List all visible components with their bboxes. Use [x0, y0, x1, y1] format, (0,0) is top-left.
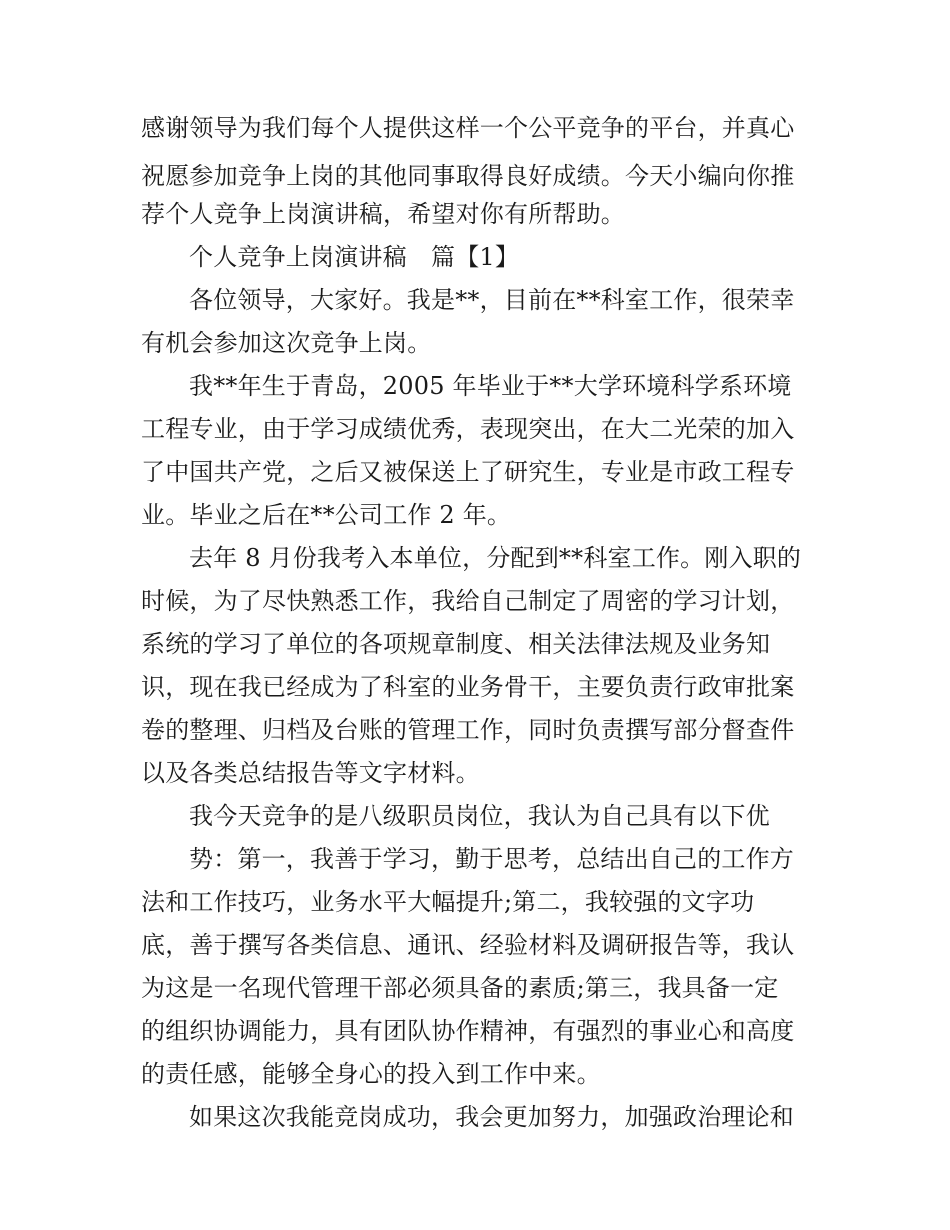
text-line: 祝愿参加竞争上岗的其他同事取得良好成绩。今天小编向你推: [141, 162, 795, 190]
text-line: 如果这次我能竞岗成功，我会更加努力，加强政治理论和: [189, 1103, 794, 1131]
text-line: 我今天竞争的是八级职员岗位，我认为自己具有以下优: [189, 802, 770, 830]
text-line: 的责任感，能够全身心的投入到工作中来。: [141, 1060, 601, 1088]
text-line: 系统的学习了单位的各项规章制度、相关法律法规及业务知: [141, 630, 771, 658]
text-line: 识，现在我已经成为了科室的业务骨干，主要负责行政审批案: [141, 673, 795, 701]
text-line: 以及各类总结报告等文字材料。: [141, 759, 480, 787]
text-line: 业。毕业之后在**公司工作 2 年。: [141, 501, 512, 529]
text-line: 了中国共产党，之后又被保送上了研究生，专业是市政工程专: [141, 458, 795, 486]
text-line: 卷的整理、归档及台账的管理工作，同时负责撰写部分督查件: [141, 716, 795, 744]
text-line: 各位领导，大家好。我是**，目前在**科室工作，很荣幸: [189, 286, 795, 314]
text-line: 有机会参加这次竞争上岗。: [141, 329, 432, 357]
text-line: 荐个人竞争上岗演讲稿，希望对你有所帮助。: [141, 200, 625, 228]
text-line: 为这是一名现代管理干部必须具备的素质;第三，我具备一定: [141, 974, 779, 1002]
text-line: 我**年生于青岛，2005 年毕业于**大学环境科学系环境: [189, 372, 792, 400]
text-line: 势：第一，我善于学习，勤于思考，总结出自己的工作方: [189, 845, 794, 873]
text-line: 底，善于撰写各类信息、通讯、经验材料及调研报告等，我认: [141, 931, 795, 959]
text-line: 工程专业，由于学习成绩优秀，表现突出，在大二光荣的加入: [141, 415, 795, 443]
text-line: 感谢领导为我们每个人提供这样一个公平竞争的平台，并真心: [141, 114, 795, 142]
text-line: 法和工作技巧，业务水平大幅提升;第二，我较强的文字功: [141, 888, 755, 916]
section-heading: 个人竞争上岗演讲稿 篇【1】: [189, 243, 520, 271]
text-line: 去年 8 月份我考入本单位，分配到**科室工作。刚入职的: [189, 544, 802, 572]
text-line: 时候，为了尽快熟悉工作，我给自己制定了周密的学习计划，: [141, 587, 795, 615]
text-line: 的组织协调能力，具有团队协作精神，有强烈的事业心和高度: [141, 1017, 795, 1045]
